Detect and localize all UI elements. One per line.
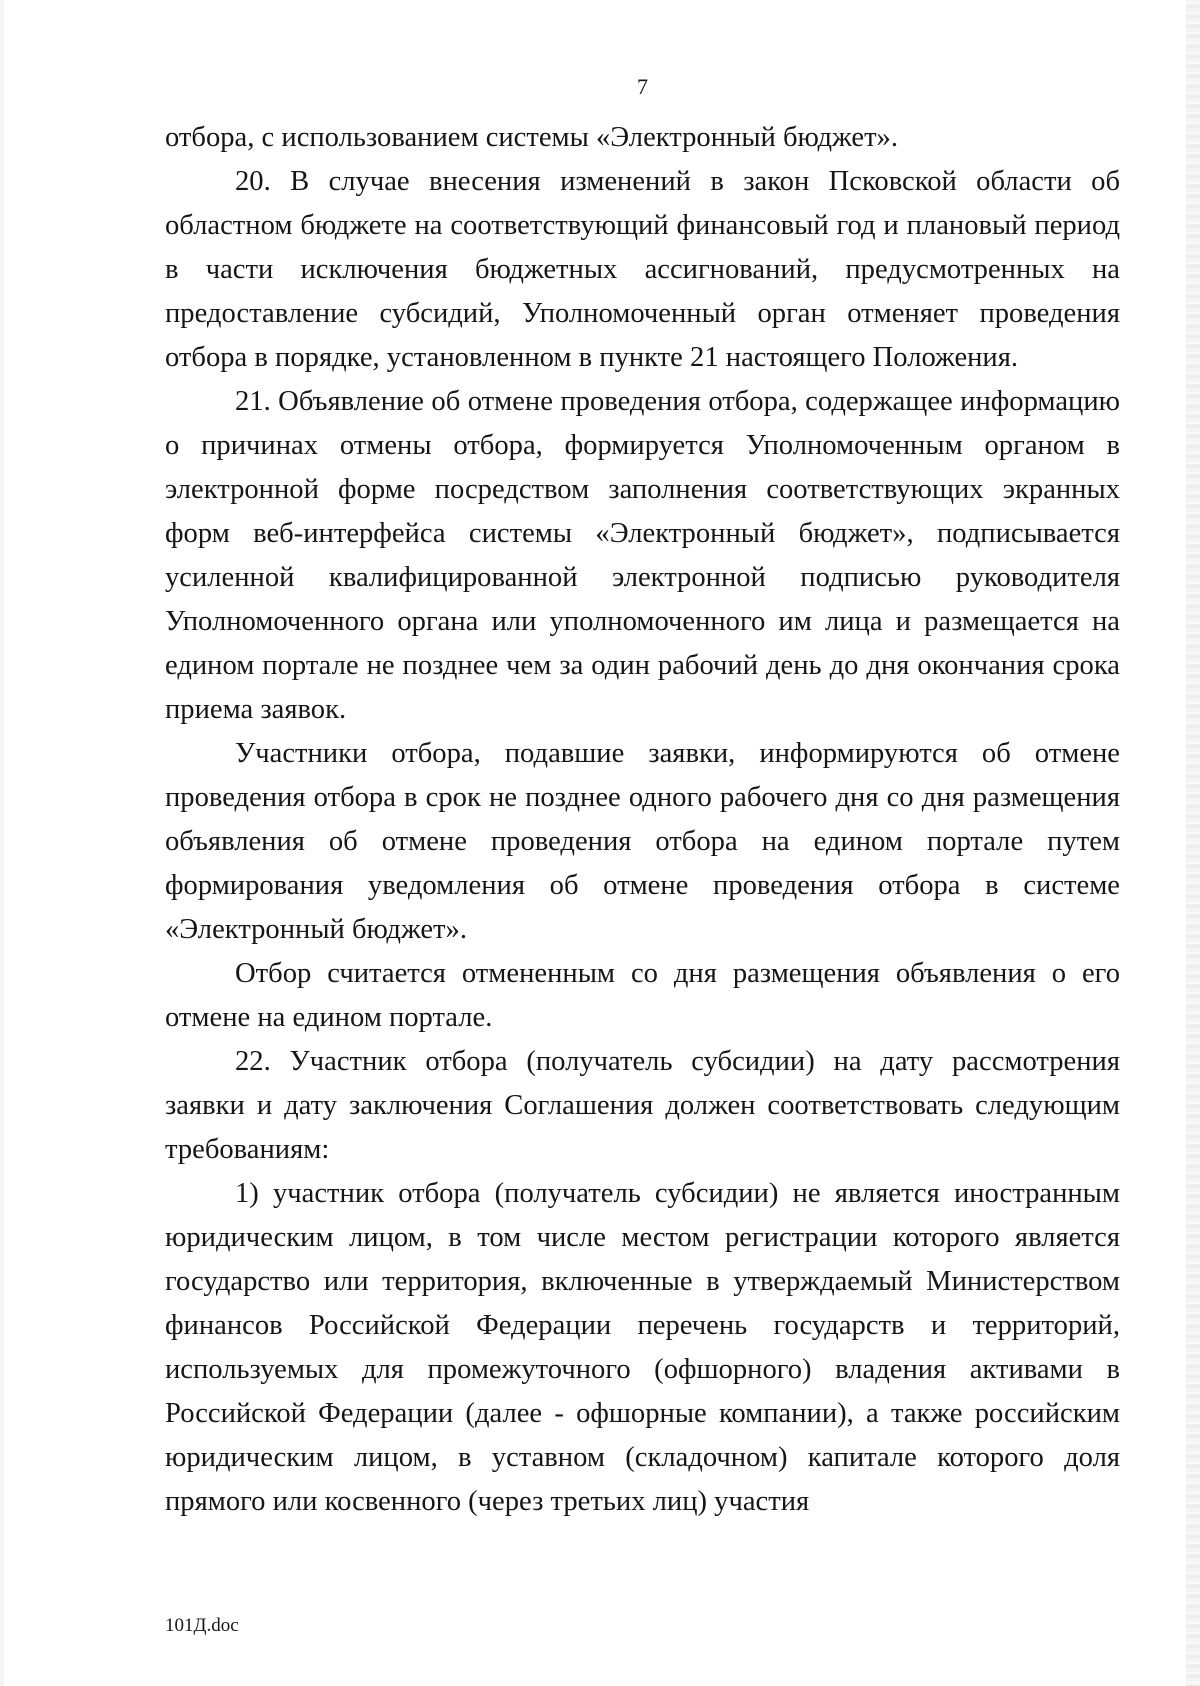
document-body (165, 116, 1120, 1524)
footer-filename: 101Д.doc (165, 1615, 239, 1636)
scan-edge-right (1186, 0, 1200, 1686)
paragraph-continuation: отбора, с использованием системы «Электронный бюджет». (165, 122, 899, 153)
page-number: 7 (637, 74, 648, 99)
paragraph-requirement-1: 1) участник отбора (получатель субсидии) не является иностранным юридическим лицом, в том числе местом регистрации которого является государство или территория, включенные в утверждаемый Министерством финансов Российской Федерации перечень государств и территорий, используемых для промежуточного (офшорного) владения активами в Российской Федерации (далее - офшорные компании), а также российским юридическим лицом, в уставном (складочном) капитале которого доля прямого или косвенного (через третьих лиц) участия (165, 1178, 1120, 1517)
scan-edge-left (0, 0, 4, 1686)
paragraph-item-20: 20. В случае внесения изменений в закон Псковской области об областном бюджете на соответствующий финансовый год и плановый период в части исключения бюджетных ассигнований, предусмотренных на предоставление субсидий, Уполномоченный орган отменяет проведения отбора в порядке, установленном в пункте 21 настоящего Положения. (165, 166, 1120, 373)
paragraph-selection-cancelled: Отбор считается отмененным со дня размещения объявления о его отмене на едином портале. (165, 958, 1120, 1033)
paragraph-item-21: 21. Объявление об отмене проведения отбора, содержащее информацию о причинах отмены отбора, формируется Уполномоченным органом в электронной форме посредством заполнения соответствующих экранных форм веб-интерфейса системы «Электронный бюджет», подписывается усиленной квалифицированной электронной подписью руководителя Уполномоченного органа или уполномоченного им лица и размещается на едином портале не позднее чем за один рабочий день до дня окончания срока приема заявок. (165, 386, 1120, 725)
paragraph-participants-notice: Участники отбора, подавшие заявки, информируются об отмене проведения отбора в срок не позднее одного рабочего дня со дня размещения объявления об отмене проведения отбора на едином портале путем формирования уведомления об отмене проведения отбора в системе «Электронный бюджет». (165, 738, 1120, 945)
paragraph-item-22: 22. Участник отбора (получатель субсидии) на дату рассмотрения заявки и дату заключения Соглашения должен соответствовать следующим требованиям: (165, 1046, 1120, 1165)
